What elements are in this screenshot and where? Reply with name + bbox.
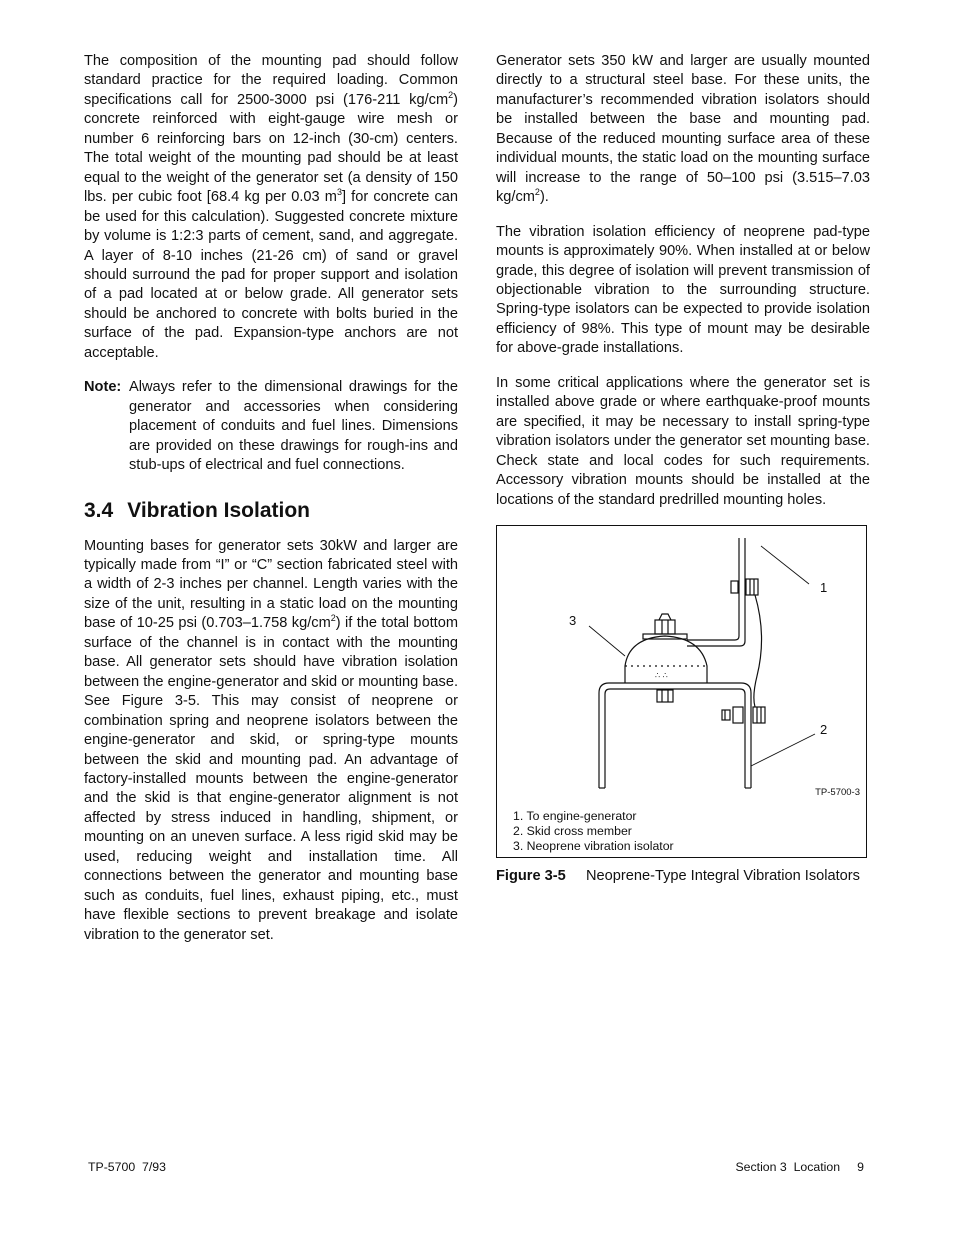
mounting-bases-paragraph: Mounting bases for generator sets 30kW and larger are typically made from “I” or “C” section fabricated steel with a width of 2-3 inches per channel. Length varies with the size of the unit, resulting in a static load on the mounting base of 10-25 psi (0.703–1.758 $kg/cm^2$) if the total bottom surface of the channel is in contact with the mounting base. All generator sets should have vibration isolation between the engine-generator and skid or mounting base. See Figure 3-5. This may consist of neoprene or combination spring and neoprene isolators between the engine-generator and skid, or spring-type mounts between the skid and mounting pad. An advantage of factory-installed mounts between the engine-generator and the skid is that engine-generator alignment is not affected by stress induced in handling, shipment, or mounting on an uneven surface. A less rigid skid may be used, reducing weight and installation time. All connections between the generator and mounting base such as conduits, fuel lines, exhaust piping, etc., must have flexible sections to prevent breakage and isolate vibration to the generator set. (84, 537, 459, 943)
section-heading (84, 498, 458, 524)
left-column (84, 52, 458, 960)
svg-text:∴ ∴: ∴ ∴ (655, 670, 668, 680)
critical-applications-paragraph: In some critical applications where the generator set is installed above grade or where earthquake-proof mounts are specified, it may be necessary to install spring-type vibration isolators under the generator set mounting base. Check state and local codes for such requirements. Accessory vibration mounts should be installed at the locations of the standard predrilled mounting holes. (496, 374, 870, 508)
legend-item: 1. To engine-generator (513, 808, 637, 823)
figure-code: TP-5700-3 (815, 786, 860, 798)
figure-legend (513, 809, 674, 854)
legend-item: 3. Neoprene vibration isolator (513, 838, 674, 853)
callout-1: 1 (820, 579, 828, 595)
callout-3: 3 (569, 612, 577, 628)
isolation-efficiency-paragraph: The vibration isolation efficiency of neoprene pad-type mounts is approximately 90%. When installed at or below grade, this degree of isolation will prevent transmission of objectionable vibration to the surrounding structure. Spring-type isolators can be expected to provide isolation efficiency of 98%. This type of mount may be desirable for above-grade installations. (496, 223, 870, 357)
footer-doc-id: TP-5700 7/93 (88, 1160, 166, 1174)
section-title: Vibration Isolation (127, 498, 310, 522)
right-column (496, 52, 870, 886)
legend-item: 2. Skid cross member (513, 823, 632, 838)
section-number: 3.4 (84, 498, 114, 522)
note-block (84, 378, 458, 475)
footer-section-page: Section 3 Location 9 (735, 1160, 864, 1174)
callout-2: 2 (820, 721, 828, 737)
caption-label: Figure 3-5 (496, 867, 566, 884)
figure-3-5 (496, 525, 867, 858)
large-sets-paragraph: Generator sets 350 kW and larger are usually mounted directly to a structural steel base. For these units, the manufacturer’s recommended vibration isolators should be installed between the base and mounting pad. Because of the reduced mounting surface area of these individual mounts, the static load on the mounting surface will increase to the range of 50–100 psi (3.515–7.03 $kg/cm^2$). (496, 53, 870, 206)
note-label: Note: (84, 379, 122, 396)
pad-composition-paragraph: The composition of the mounting pad should follow standard practice for the required loading. Common specifications call for 2500-3000 psi (176-211 $kg/cm^2$) concrete reinforced with eight-gauge wire mesh or number 6 reinforcing bars on 12-inch (30-cm) centers. The total weight of the mounting pad should be at least equal to the weight of the generator set (a density of 150 lbs. per cubic foot [68.4 kg per 0.03 $m^3$] for concrete can be used for this calculation). Suggested concrete mixture by volume is 1:2:3 parts of cement, sand, and aggregate. A layer of 8-10 inches (21-26 cm) of sand or gravel should surround the pad for proper support and isolation of a pad located at or below grade. All generator sets should be anchored to concrete with bolts buried in the surface of the pad. Expansion-type anchors are not acceptable. (84, 53, 458, 361)
note-text: Always refer to the dimensional drawings for the generator and accessories when considering placement of conduits and fuel lines. Dimensions are provided on these drawings for rough-ins and stub-ups of electrical and fuel connections. (129, 379, 458, 474)
caption-text: Neoprene-Type Integral Vibration Isolators (586, 867, 860, 884)
figure-caption (496, 867, 870, 886)
